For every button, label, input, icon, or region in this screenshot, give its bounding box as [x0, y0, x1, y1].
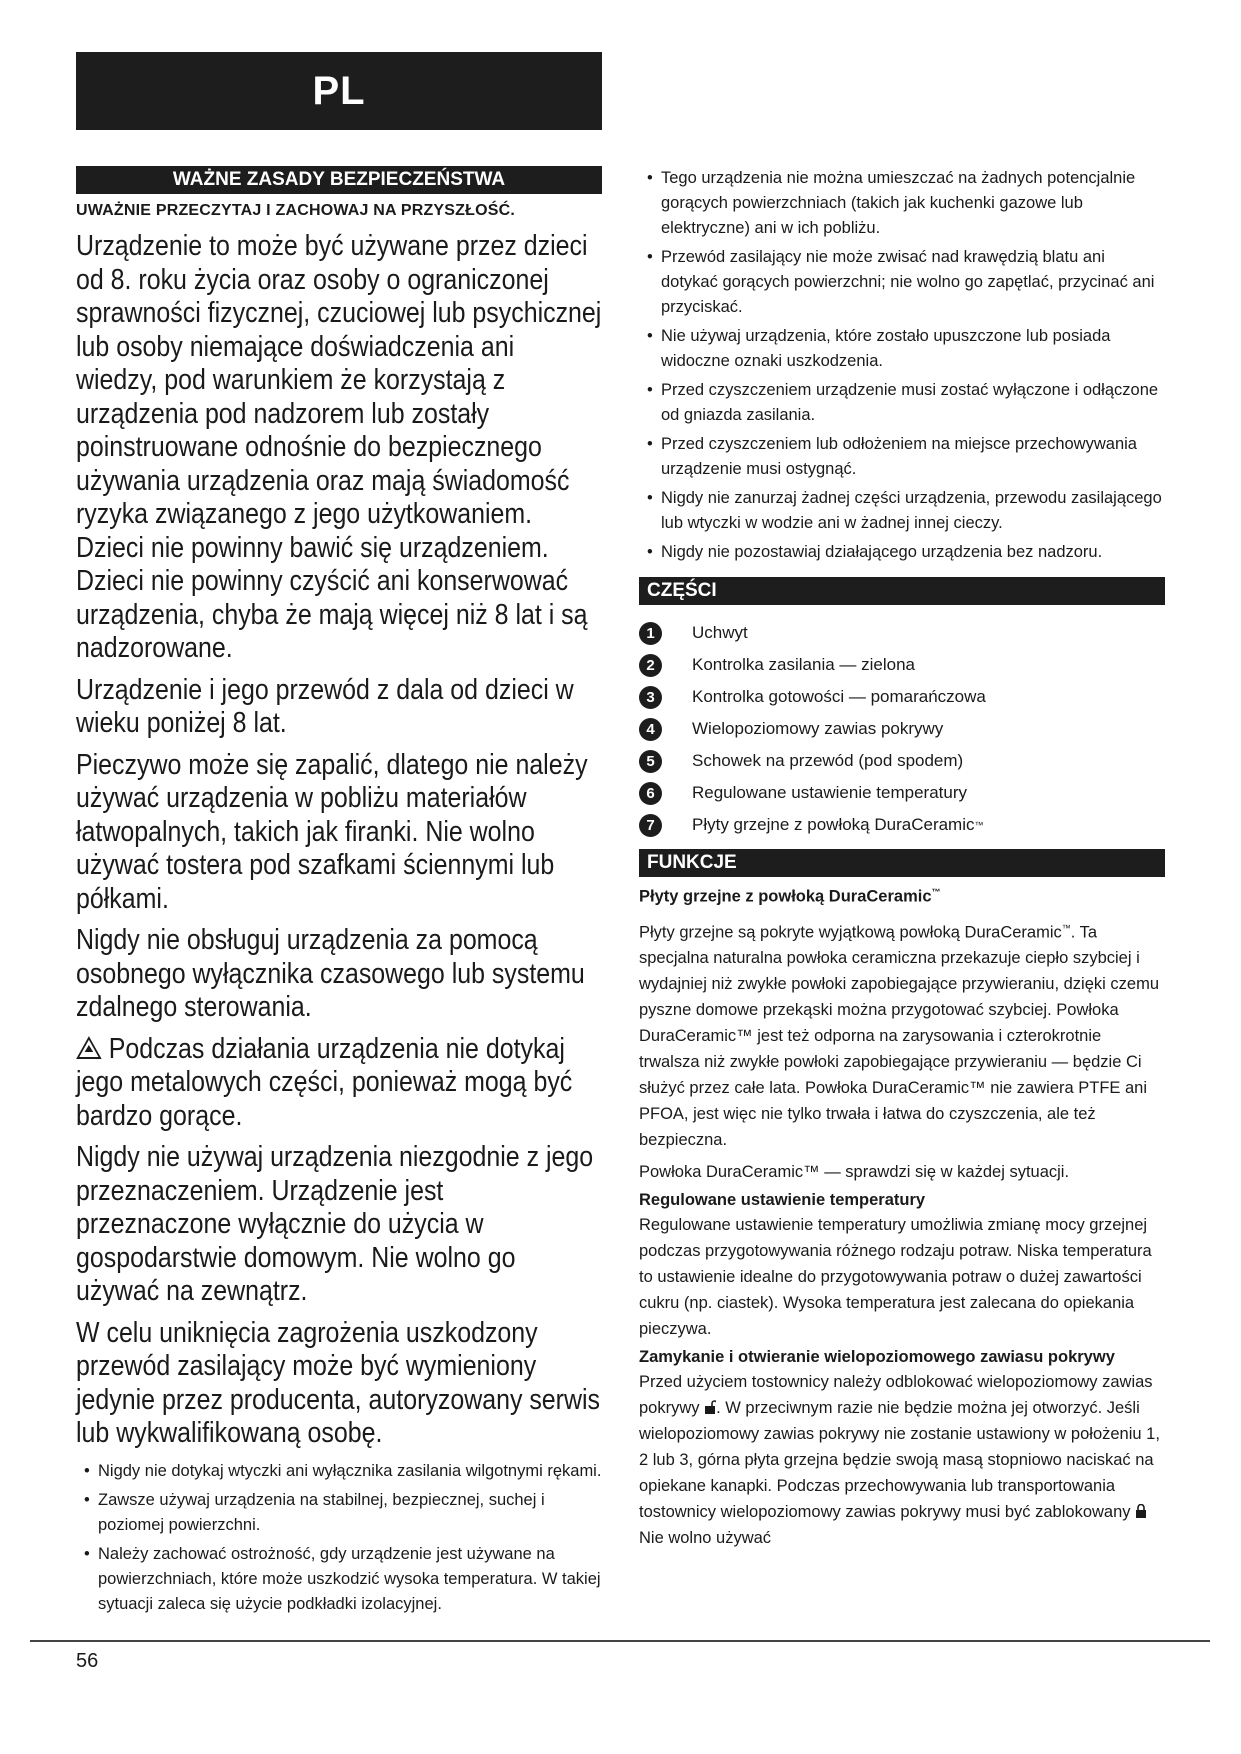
- part-label: Regulowane ustawienie temperatury: [692, 783, 967, 802]
- safety-paragraph: Urządzenie i jego przewód z dala od dzieci w wieku poniżej 8 lat.: [76, 673, 574, 739]
- plates-paragraph: Płyty grzejne są pokryte wyjątkową powłoką DuraCeramic™. Ta specjalna naturalna powłoka ceramiczna przekazuje ciepło szybciej i wydajniej niż zwykłe powłoki zapobiegające przywieraniu, dzięki czemu pyszne domowe przekąski można przygotować szybciej. Powłoka DuraCeramic™ jest też odporna na zarysowania i czterokrotnie trwalsza niż zwykłe powłoki zapobiegające przywieraniu — będzie Ci służyć przez całe lata. Powłoka DuraCeramic™ nie zawiera PTFE ani PFOA, jest więc nie tylko trwała i łatwa do czyszczenia, ale też bezpieczna.: [639, 922, 1159, 1149]
- part-label: Schowek na przewód (pod spodem): [692, 751, 964, 770]
- left-column: [76, 166, 602, 1621]
- parts-list: [639, 617, 1165, 841]
- list-item: • Należy zachować ostrożność, gdy urządzenie jest używane na powierzchniach, które może uszkodzić wysoka temperatura. W takiej sytuacji zaleca się użycie podkładki izolacyjnej.: [76, 1542, 602, 1617]
- list-item: • Przewód zasilający nie może zwisać nad krawędzią blatu ani dotykać gorących powierzchni; nie wolno go zapętlać, przycinać ani przyciskać.: [639, 245, 1165, 320]
- left-bullet-list: [76, 1459, 602, 1617]
- page-number: 56: [76, 1650, 99, 1672]
- safety-paragraph: Nigdy nie używaj urządzenia niezgodnie z jego przeznaczeniem. Urządzenie jest przeznaczone wyłącznie do użycia w gospodarstwie domowym. Nie wolno go używać na zewnątrz.: [76, 1141, 594, 1307]
- part-item: [639, 681, 1165, 713]
- plates-intro: Płyty grzejne są pokryte wyjątkową powłoką DuraCeramic: [639, 923, 1062, 941]
- safety-big-text: [76, 230, 602, 1451]
- trademark: ™: [931, 887, 941, 897]
- footer-divider: [30, 1640, 1210, 1642]
- lock-icon: [1135, 1504, 1147, 1518]
- safety-title: WAŻNE ZASADY BEZPIECZEŃSTWA: [76, 166, 602, 194]
- part-item: [639, 745, 1165, 777]
- right-column: [639, 166, 1165, 1557]
- safety-paragraph: Pieczywo może się zapalić, dlatego nie należy używać urządzenia w pobliżu materiałów łatwopalnych, takich jak firanki. Nie wolno używać tostera pod szafkami ściennymi lub półkami.: [76, 748, 588, 915]
- part-label: Kontrolka zasilania — zielona: [692, 655, 916, 674]
- plates-tagline: Powłoka DuraCeramic™ — sprawdzi się w każdej sytuacji.: [639, 1163, 1070, 1181]
- safety-subtitle: UWAŻNIE PRZECZYTAJ I ZACHOWAJ NA PRZYSZŁOŚĆ.: [76, 202, 516, 219]
- part-item: [639, 617, 1165, 649]
- plates-body: Ta specjalna naturalna powłoka ceramiczna przekazuje ciepło szybciej i wydajniej niż zwykłe powłoki zapobiegające przywieraniu, dzięki czemu pyszne domowe przekąski można przygotować szybciej. Powłoka DuraCeramic™ jest też odporna na zarysowania i czterokrotnie trwalsza niż zwykłe powłoki zapobiegające przywieraniu — będzie Ci służyć przez całe lata. Powłoka DuraCeramic™ nie zawiera PTFE ani PFOA, jest więc nie tylko trwała i łatwa do czyszczenia, ale też bezpieczna.: [639, 923, 1159, 1149]
- part-item: [639, 713, 1165, 745]
- safety-paragraph-warning: [76, 1033, 602, 1134]
- part-number: 7: [639, 814, 662, 837]
- part-item: [639, 649, 1165, 681]
- language-banner: [76, 52, 602, 130]
- list-item: • Zawsze używaj urządzenia na stabilnej, bezpiecznej, suchej i poziomej powierzchni.: [76, 1488, 602, 1538]
- part-label: Uchwyt: [692, 623, 748, 642]
- list-item: • Nigdy nie pozostawiaj działającego urządzenia bez nadzoru.: [639, 540, 1165, 565]
- part-number: 2: [639, 654, 662, 677]
- list-item: • Nie używaj urządzenia, które zostało upuszczone lub posiada widoczne oznaki uszkodzenia.: [639, 324, 1165, 374]
- plates-heading: [639, 887, 1165, 907]
- part-number: 6: [639, 782, 662, 805]
- warning-text: Podczas działania urządzenia nie dotykaj jego metalowych części, ponieważ mogą być bardzo gorące.: [76, 1032, 573, 1132]
- hinge-text-1: Przed użyciem tostownicy należy odblokować wielopoziomowy zawias pokrywy: [639, 1373, 1153, 1417]
- temp-heading: Regulowane ustawienie temperatury: [639, 1191, 926, 1209]
- part-number: 4: [639, 718, 662, 741]
- hinge-text-3: Nie wolno używać: [639, 1529, 772, 1547]
- part-number: 1: [639, 622, 662, 645]
- hinge-heading: Zamykanie i otwieranie wielopoziomowego zawiasu pokrywy: [639, 1348, 1115, 1366]
- safety-paragraph: W celu uniknięcia zagrożenia uszkodzony przewód zasilający może być wymieniony jedynie przez producenta, autoryzowany serwis lub wykwalifikowaną osobę.: [76, 1316, 601, 1449]
- part-item: [639, 777, 1165, 809]
- temp-paragraph: Regulowane ustawienie temperatury umożliwia zmianę mocy grzejnej podczas przygotowywania różnego rodzaju potraw. Niska temperatura to ustawienie idealne do przygotowywania potraw o dużej zawartości cukru (np. ciastek). Wysoka temperatura jest zalecana do opiekania pieczywa.: [639, 1216, 1152, 1338]
- trademark: ™: [974, 820, 984, 830]
- list-item: • Przed czyszczeniem urządzenie musi zostać wyłączone i odłączone od gniazda zasilania.: [639, 378, 1165, 428]
- part-number: 3: [639, 686, 662, 709]
- list-item: • Nigdy nie dotykaj wtyczki ani wyłącznika zasilania wilgotnymi rękami.: [76, 1459, 602, 1484]
- parts-title: CZĘŚCI: [639, 577, 1165, 605]
- plates-heading-text: Płyty grzejne z powłoką DuraCeramic: [639, 887, 932, 906]
- safety-paragraph: Nigdy nie obsługuj urządzenia za pomocą osobnego wyłącznika czasowego lub systemu zdalnego sterowania.: [76, 924, 585, 1023]
- list-item: • Tego urządzenia nie można umieszczać na żadnych potencjalnie gorących powierzchniach (takich jak kuchenki gazowe lub elektryczne) ani w ich pobliżu.: [639, 166, 1165, 241]
- trademark: ™: [1061, 922, 1071, 933]
- language-code: PL: [312, 68, 366, 113]
- part-label: Płyty grzejne z powłoką DuraCeramic: [692, 815, 975, 834]
- safety-paragraph: Urządzenie to może być używane przez dzieci od 8. roku życia oraz osoby o ograniczonej sprawności fizycznej, czuciowej lub psychicznej lub osoby niemające doświadczenia ani wiedzy, pod warunkiem że korzystają z urządzenia pod nadzorem lub zostały poinstruowane odnośnie do bezpiecznego używania urządzenia oraz mają świadomość ryzyka związanego z jego użytkowaniem. Dzieci nie powinny bawić się urządzeniem. Dzieci nie powinny czyścić ani konserwować urządzenia, chyba że mają więcej niż 8 lat i są nadzorowane.: [76, 230, 602, 664]
- right-bullet-list: [639, 166, 1165, 565]
- list-item: • Nigdy nie zanurzaj żadnej części urządzenia, przewodu zasilającego lub wtyczki w wodzie ani w żadnej innej cieczy.: [639, 486, 1165, 536]
- part-item: [639, 809, 1165, 841]
- hinge-paragraph: [639, 1369, 1165, 1551]
- part-label: Kontrolka gotowości — pomarańczowa: [692, 687, 986, 706]
- features-title: FUNKCJE: [639, 849, 1165, 877]
- warning-icon: [76, 1036, 102, 1060]
- part-number: 5: [639, 750, 662, 773]
- list-item: • Przed czyszczeniem lub odłożeniem na miejsce przechowywania urządzenie musi ostygnąć.: [639, 432, 1165, 482]
- hinge-text-2: . W przeciwnym razie nie będzie można jej otworzyć. Jeśli wielopoziomowy zawias pokrywy nie zostanie ustawiony w położeniu 1, 2 lub 3, górna płyta grzejna będzie swoją masą stopniowo naciskać na opiekane kanapki. Podczas przechowywania lub transportowania tostownicy wielopoziomowy zawias pokrywy musi być zablokowany: [639, 1399, 1160, 1521]
- part-label: Wielopoziomowy zawias pokrywy: [692, 719, 944, 738]
- unlock-icon: [704, 1400, 716, 1414]
